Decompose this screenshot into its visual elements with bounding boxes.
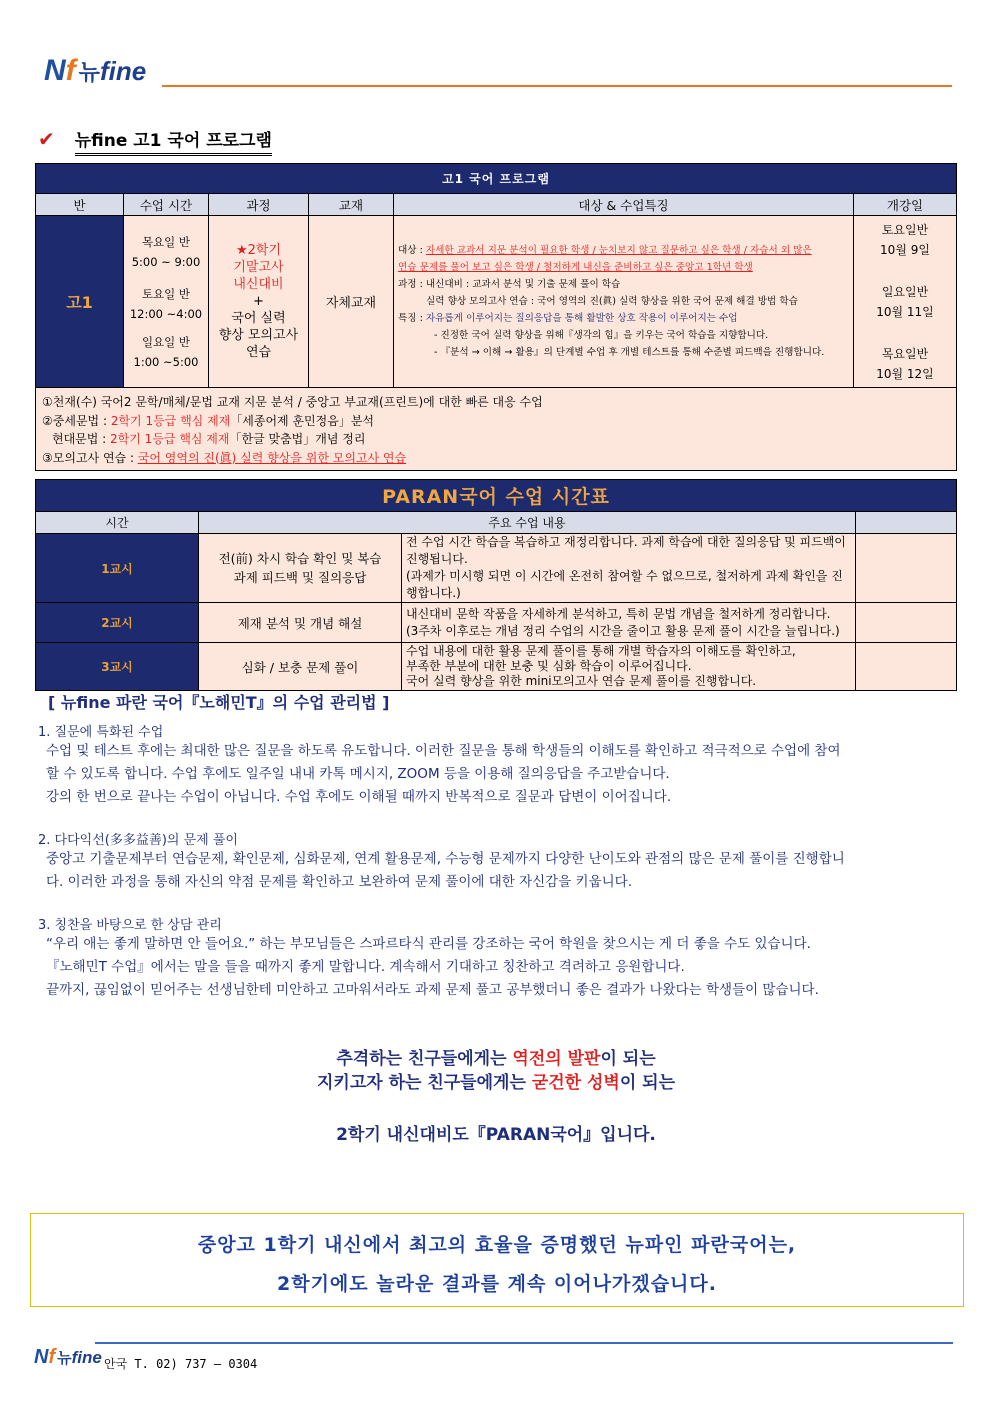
period-1: 1교시 <box>36 534 199 603</box>
logo-mark: Nf <box>44 54 76 87</box>
col-header-start-date: 개강일 <box>854 194 957 216</box>
col-header-class: 반 <box>36 194 124 216</box>
footer-divider <box>95 1342 953 1344</box>
feature-label: 특징 : <box>398 313 426 324</box>
closing-line-2: 지키고자 하는 친구들에게는 굳건한 성벽이 되는 <box>316 1073 676 1093</box>
banner-line-1: 중앙고 1학기 내신에서 최고의 효율을 증명했던 뉴파인 파란국어는, <box>197 1234 797 1256</box>
schedule-title: PARAN국어 수업 시간표 <box>36 480 957 512</box>
time-label: 목요일 반 <box>141 234 191 249</box>
program-table <box>35 163 957 471</box>
section-title <box>38 126 272 151</box>
program-table-title: 고1 국어 프로그램 <box>36 164 957 194</box>
highlight-banner <box>30 1213 964 1307</box>
notes-cell <box>36 388 957 471</box>
note-line: 현대문법 : 2학기 1등급 핵심 제재「한글 맞춤법」개념 정리 <box>52 432 366 446</box>
times-cell <box>124 216 209 388</box>
time-value: 12:00 ~4:00 <box>129 306 203 321</box>
period-2-extra <box>856 603 957 643</box>
feature-text: - 진정한 국어 실력 향상을 위해『생각의 힘』을 키우는 국어 학습을 지향합니다. <box>434 330 769 341</box>
period-2: 2교시 <box>36 603 199 643</box>
time-label: 토요일 반 <box>141 286 191 301</box>
target-cell <box>394 216 854 388</box>
note-line: ①천재(수) 국어2 문학/매체/문법 교재 지문 분석 / 중앙고 부교재(프린트)에 대한 빠른 대응 수업 <box>42 395 543 409</box>
start-date-label: 목요일반 <box>881 346 929 361</box>
management-item-3: 3. 칭찬을 바탕으로 한 상담 관리 “우리 애는 좋게 말하면 안 들어요.” 하는 부모님들은 스파르타식 관리를 강조하는 국어 학원을 찾으시는 게 더 좋을 수도 있습니다. 『노해민T 수업』에서는 말을 들을 때까지 좋게 말합니다. 계속해서 기대하고 칭찬하고 격려하고 응원합니다. 끝까지, 끊임없이 믿어주는 선생님한테 미안하고 고마워서라도 과제 문제 풀고 공부했더니 좋은 결과가 나왔다는 학생들이 많습니다. <box>38 914 958 1002</box>
start-date-value: 10월 11일 <box>876 304 934 319</box>
section-title-text: 뉴fine 고1 국어 프로그램 <box>75 131 272 156</box>
footer-contact: 안국 T. 02) 737 – 0304 <box>104 1357 258 1371</box>
period-1-extra <box>856 534 957 603</box>
header-divider <box>162 85 952 87</box>
start-date-value: 10월 12일 <box>876 366 934 381</box>
start-date-label: 일요일반 <box>881 284 929 299</box>
target-label: 대상 : <box>398 245 426 256</box>
col-header-empty <box>856 512 957 534</box>
col-header-textbook: 교재 <box>309 194 394 216</box>
time-label: 일요일 반 <box>141 334 191 349</box>
start-date-label: 토요일반 <box>881 222 929 237</box>
course-cell <box>209 216 309 388</box>
time-value: 1:00 ~5:00 <box>133 354 199 369</box>
target-text: 연습 문제를 풀어 보고 싶은 학생 / 철저하게 내신을 준비하고 싶은 중앙고 1학년 학생 <box>398 262 753 273</box>
course-desc: 과정 : 내신대비 : 교과서 분석 및 기출 문제 풀이 학습 <box>398 279 621 290</box>
period-2-desc: 내신대비 문학 작품을 자세하게 분석하고, 특히 문법 개념을 철저하게 정리합니다. (3주차 이후로는 개념 정리 수업의 시간을 줄이고 활용 문제 풀이 시간을 늘립니다.) <box>402 603 856 643</box>
start-date-value: 10월 9일 <box>880 242 930 257</box>
management-section <box>38 690 958 1002</box>
item-heading: 3. 칭찬을 바탕으로 한 상담 관리 <box>38 918 222 933</box>
header-logo <box>44 54 146 88</box>
course-line: ★2학기 <box>235 243 282 258</box>
schedule-table <box>35 479 957 691</box>
item-heading: 2. 다다익선(多多益善)의 문제 풀이 <box>38 833 238 848</box>
feature-text: - 『분석 → 이해 → 활용』의 단계별 수업 후 개별 테스트를 통해 수준별 피드백을 진행합니다. <box>434 347 825 358</box>
closing-line-1: 추격하는 친구들에게는 역전의 발판이 되는 <box>336 1049 656 1069</box>
class-cell: 고1 <box>36 216 124 388</box>
note-line: ②중세문법 : 2학기 1등급 핵심 제재「세종어제 훈민정음」분석 <box>42 413 375 428</box>
col-header-time: 시간 <box>36 512 199 534</box>
feature-text: 자유롭게 이루어지는 질의응답을 통해 활발한 상호 작용이 이루어지는 수업 <box>425 313 738 324</box>
target-text: 자세한 교과서 지문 분석이 필요한 학생 / 눈치보지 않고 질문하고 싶은 학생 / 자습서 외 많은 <box>425 245 812 256</box>
col-header-content: 주요 수업 내용 <box>199 512 856 534</box>
course-line: 향상 모의고사 <box>218 328 299 343</box>
logo-fine: fine <box>99 56 147 86</box>
course-desc: 실력 향상 모의고사 연습 : 국어 영역의 진(眞) 실력 향상을 위한 국어 문제 해결 방법 학습 <box>426 296 798 307</box>
course-line: 연습 <box>245 345 272 360</box>
course-line: + <box>253 294 264 309</box>
course-line: 내신대비 <box>233 277 284 292</box>
management-item-2: 2. 다다익선(多多益善)의 문제 풀이 중앙고 기출문제부터 연습문제, 확인문제, 심화문제, 연계 활용문제, 수능형 문제까지 다양한 난이도와 관점의 많은 문제 풀이를 진행합니 다. 이러한 과정을 통해 자신의 약점 문제를 확인하고 보완하여 문제 풀이에 대한 자신감을 키웁니다. <box>38 829 958 894</box>
period-1-topic: 전(前) 차시 학습 확인 및 복습 과제 피드백 및 질의응답 <box>199 534 402 603</box>
course-line: 기말고사 <box>233 260 284 275</box>
col-header-target: 대상 & 수업특징 <box>394 194 854 216</box>
logo-nyu: 뉴 <box>78 61 100 86</box>
start-date-cell <box>854 216 957 388</box>
col-header-time: 수업 시간 <box>124 194 209 216</box>
time-value: 5:00 ~ 9:00 <box>131 254 201 269</box>
period-1-desc: 전 수업 시간 학습을 복습하고 재정리합니다. 과제 학습에 대한 질의응답 및 피드백이 진행됩니다. (과제가 미시행 되면 이 시간에 온전히 참여할 수 없으므로, 철저하게 과제 확인을 진행합니다.) <box>402 534 856 603</box>
management-title: [ 뉴fine 파란 국어『노해민T』의 수업 관리법 ] <box>48 693 390 712</box>
course-line: 국어 실력 <box>231 311 286 326</box>
period-2-topic: 제재 분석 및 개념 해설 <box>199 603 402 643</box>
note-line: ③모의고사 연습 : 국어 영역의 진(眞) 실력 향상을 위한 모의고사 연습 <box>42 450 407 465</box>
textbook-cell: 자체교재 <box>309 216 394 388</box>
footer-logo: Nf 뉴 fine <box>34 1346 102 1368</box>
checkmark-icon: ✔ <box>38 127 55 151</box>
period-3-extra <box>856 643 957 691</box>
period-3-desc: 수업 내용에 대한 활용 문제 풀이를 통해 개별 학습자의 이해도를 확인하고, 부족한 부분에 대한 보충 및 심화 학습이 이루어집니다. 국어 실력 향상을 위한 mini모의고사 연습 문제 풀이를 진행합니다. <box>402 643 856 691</box>
management-item-1: 1. 질문에 특화된 수업 수업 및 테스트 후에는 최대한 많은 질문을 하도록 유도합니다. 이러한 질문을 통해 학생들의 이해도를 확인하고 적극적으로 수업에 참여 할 수 있도록 합니다. 수업 후에도 일주일 내내 카톡 메시지, ZOOM 등을 이용해 질의응답을 주고받습니다. 강의 한 번으로 끝나는 수업이 아닙니다. 수업 후에도 이해될 때까지 반복적으로 질문과 답변이 이어집니다. <box>38 721 958 809</box>
banner-line-2: 2학기에도 놀라운 결과를 계속 이어나가겠습니다. <box>277 1273 717 1295</box>
closing-line-3: 2학기 내신대비도『PARAN국어』입니다. <box>336 1125 656 1145</box>
period-3-topic: 심화 / 보충 문제 풀이 <box>199 643 402 691</box>
item-heading: 1. 질문에 특화된 수업 <box>38 725 164 740</box>
col-header-course: 과정 <box>209 194 309 216</box>
period-3: 3교시 <box>36 643 199 691</box>
